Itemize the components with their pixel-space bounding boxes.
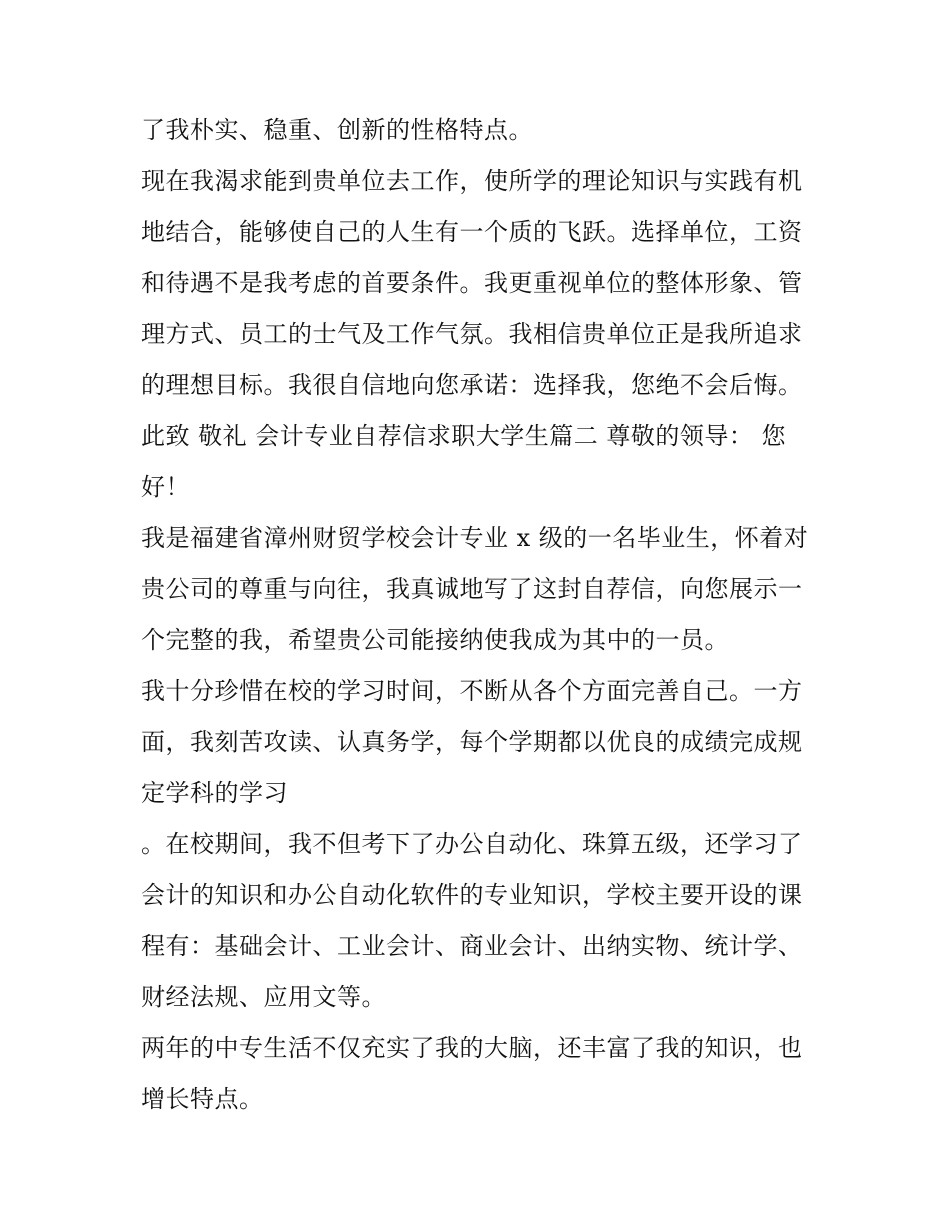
paragraph: 两年的中专生活不仅充实了我的大脑，还丰富了我的知识，也增长特点。 xyxy=(141,1034,803,1113)
paragraph: 我十分珍惜在校的学习时间，不断从各个方面完善自己。一方面，我刻苦攻读、认真务学，每个学期都以优良的成绩完成规定学科的学习 xyxy=(141,677,803,807)
paragraph: 现在我渴求能到贵单位去工作，使所学的理论知识与实践有机地结合，能够使自己的人生有一个质的飞跃。选择单位，工资和待遇不是我考虑的首要条件。我更重视单位的整体形象、管理方式、员工的士气及工作气氛。我相信贵单位正是我所追求的理想目标。我很自信地向您承诺：选择我，您绝不会后悔。 xyxy=(141,167,803,399)
paragraph: 我是福建省漳州财贸学校会计专业 x 级的一名毕业生，怀着对贵公司的尊重与向往，我真诚地写了这封自荐信，向您展示一个完整的我，希望贵公司能接纳使我成为其中的一员。 xyxy=(141,524,809,654)
paragraph: 了我朴实、稳重、创新的性格特点。 xyxy=(141,116,533,144)
paragraph: 此致 敬礼 会计专业自荐信求职大学生篇二 尊敬的领导： 您好！ xyxy=(141,422,787,501)
document-body xyxy=(141,105,821,1125)
paragraph: 。在校期间，我不但考下了办公自动化、珠算五级，还学习了会计的知识和办公自动化软件的专业知识，学校主要开设的课程有：基础会计、工业会计、商业会计、出纳实物、统计学、财经法规、应用文等。 xyxy=(141,830,803,1011)
